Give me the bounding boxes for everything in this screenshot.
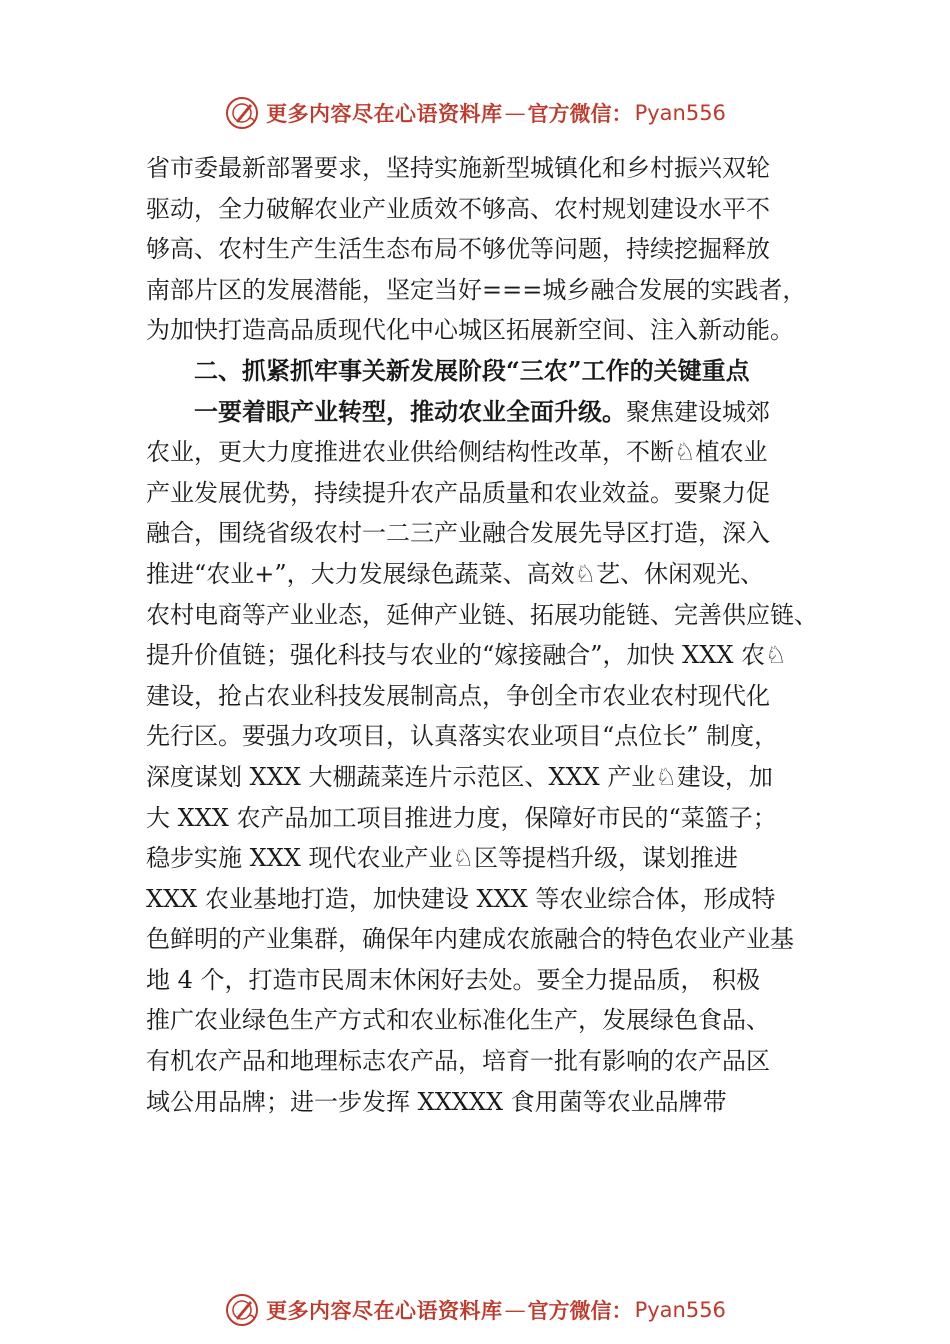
paragraph-line: 为加快打造高品质现代化中心城区拓展新空间、注入新动能。 [146, 316, 794, 345]
watermark-dash: — [504, 101, 526, 125]
watermark-wechat-label: 官方微信： [527, 101, 633, 126]
paragraph-line: 推进“农业+”，大力发展绿色蔬菜、高效♘艺、休闲观光、 [146, 559, 765, 588]
paragraph-line: 够高、农村生产生活生态布局不够优等问题，持续挖掘释放 [146, 235, 770, 264]
watermark-dash: — [504, 1298, 526, 1322]
paragraph-line: 域公用品牌；进一步发挥 XXXXX 食用菌等农业品牌带 [146, 1087, 727, 1116]
paragraph-line: 色鲜明的产业集群，确保年内建成农旅融合的特色农业产业基 [146, 925, 794, 954]
paragraph-line: 大 XXX 农产品加工项目推进力度，保障好市民的“菜篮子； [146, 803, 777, 832]
paragraph-line: 农村电商等产业业态，延伸产业链、拓展功能链、完善供应链、 [146, 600, 818, 629]
paragraph-line: 产业发展优势，持续提升农产品质量和农业效益。要聚力促 [146, 478, 770, 507]
paragraph-line: 稳步实施 XXX 现代农业产业♘区等提档升级，谋划推进 [146, 844, 739, 873]
document-body [146, 148, 836, 1122]
paragraph-line: 融合，围绕省级农村一二三产业融合发展先导区打造，深入 [146, 519, 770, 548]
subheading-line [146, 392, 836, 433]
paragraph-line: 农业，更大力度推进农业供给侧结构性改革，不断♘植农业 [146, 438, 768, 467]
paragraph-line: 有机农产品和地理标志农产品，培育一批有影响的农产品区 [146, 1047, 770, 1076]
subheading-rest: 聚焦建设城郊 [626, 397, 770, 426]
paragraph-line: 先行区。要强力攻项目，认真落实农业项目“点位长” 制度， [146, 722, 779, 751]
watermark-wechat-id: Pyan556 [634, 101, 726, 125]
watermark-title: 更多内容尽在心语资料库 [266, 1298, 503, 1323]
subheading-bold: 一要着眼产业转型，推动农业全面升级。 [194, 396, 626, 426]
paragraph-line: 省市委最新部署要求，坚持实施新型城镇化和乡村振兴双轮 [146, 154, 770, 182]
section-heading: 二、抓紧抓牢事关新发展阶段“三农”工作的关键重点 [194, 355, 750, 385]
paragraph-line: 深度谋划 XXX 大棚蔬菜连片示范区、XXX 产业♘建设，加 [146, 762, 773, 791]
paragraph-line: XXX 农业基地打造，加快建设 XXX 等农业综合体，形成特 [146, 884, 776, 913]
watermark-banner-top [0, 93, 950, 133]
paragraph-line: 驱动，全力破解农业产业质效不够高、农村规划建设水平不 [146, 194, 770, 223]
paragraph-line: 地 4 个，打造市民周末休闲好去处。要全力提品质， 积极 [146, 965, 761, 994]
paragraph-line: 推广农业绿色生产方式和农业标准化生产，发展绿色食品、 [146, 1006, 770, 1035]
logo-icon [224, 1292, 260, 1328]
paragraph-line: 南部片区的发展潜能，坚定当好===城乡融合发展的实践者， [146, 275, 807, 304]
logo-icon [224, 95, 260, 131]
watermark-wechat-label: 官方微信： [527, 1298, 633, 1323]
watermark-banner-bottom [0, 1290, 950, 1330]
watermark-wechat-id: Pyan556 [634, 1298, 726, 1322]
paragraph-line: 建设，抢占农业科技发展制高点，争创全市农业农村现代化 [146, 681, 770, 710]
watermark-title: 更多内容尽在心语资料库 [266, 101, 503, 126]
paragraph-line: 提升价值链；强化科技与农业的“嫁接融合”，加快 XXX 农♘ [146, 641, 787, 670]
